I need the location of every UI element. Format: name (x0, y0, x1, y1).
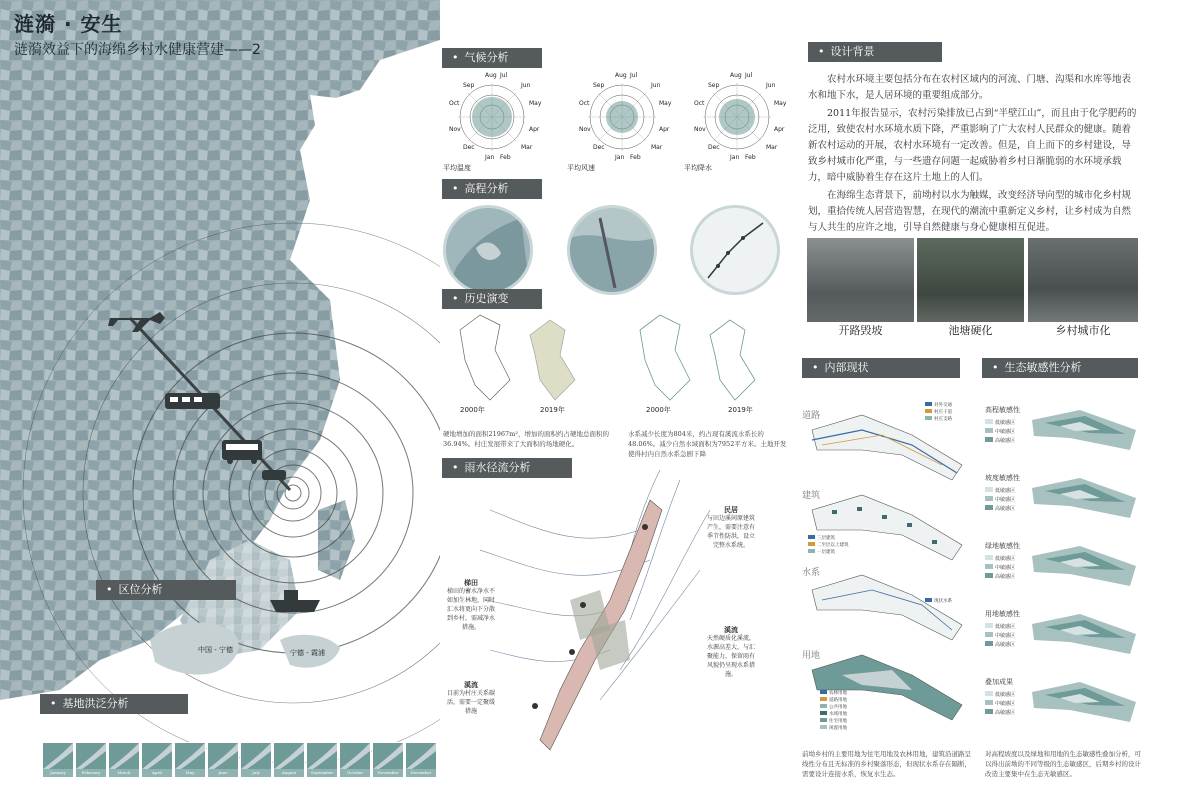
eco-legend-text: 低敏感区 (995, 624, 1016, 630)
eco-label-1: 高程敏感性 (985, 406, 1020, 414)
legend-swatch (985, 709, 993, 714)
radar-month-label: Jun (766, 82, 776, 89)
eco-caption: 对高程坡度以及绿地和用地的生态敏感性叠加分析，可以得出前坳的不同等级的生态敏感区，后期乡村的设计改造主要集中在生态无敏感区。 (985, 749, 1141, 778)
flood-month-map (175, 743, 205, 769)
legend-swatch (925, 598, 932, 602)
internal-legend-item (820, 718, 847, 724)
internal-legend-text: 三层建筑 (817, 536, 835, 541)
flood-month-label: December (406, 769, 436, 777)
eco-legend-item (985, 632, 1015, 639)
legend-swatch (985, 564, 993, 569)
flood-month-label: November (373, 769, 403, 777)
flood-month-map (274, 743, 304, 769)
section-location: • 区位分析 (96, 580, 236, 600)
eco-map-1 (1030, 408, 1138, 460)
climate-chart-rain (684, 70, 787, 172)
runoff-ann-3-text: 天然硬质化溪流，水源高差大，与汇聚能力，保留雨有风貌仍呈现水系措施。 (706, 635, 755, 678)
eco-legend-text: 中敏感区 (995, 565, 1016, 571)
section-eco: • 生态敏感性分析 (982, 358, 1138, 378)
internal-legend-item (820, 704, 847, 710)
location-map (0, 0, 440, 800)
runoff-ann-1-title: 民居 (724, 505, 738, 514)
runoff-ann-2-title: 梯田 (464, 578, 478, 587)
section-elevation: • 高程分析 (442, 179, 542, 199)
flood-month-label: January (43, 769, 73, 777)
flood-month-4 (141, 742, 173, 778)
eco-legend-item (985, 691, 1015, 698)
legend-swatch (820, 725, 827, 729)
eco-legend-text: 低敏感区 (995, 420, 1016, 426)
climate-caption-rain: 平均降水 (684, 164, 712, 172)
radar-month-label: Dec (593, 144, 605, 151)
runoff-ann-3 (706, 625, 756, 679)
legend-swatch (808, 535, 815, 539)
background-p3: 在海绵生态背景下，前坳村以水为触媒，改变经济导向型的城市化乡村规划，重拾传统人居营造智慧，在现代的潮流中重新定义乡村，让乡村成为自然与人共生的应许之地，引导自然健康与身心健康相互促进。 (808, 190, 1132, 233)
flood-month-map (241, 743, 271, 769)
internal-row-land: 用地 (802, 651, 821, 661)
runoff-svg (480, 470, 720, 770)
legend-swatch (820, 718, 827, 722)
flood-month-5 (174, 742, 206, 778)
legend-swatch (820, 711, 827, 715)
elevation-svg-3 (693, 208, 777, 292)
internal-legend-text: 村庄支路 (934, 417, 952, 422)
internal-legend-text: 道路用地 (829, 698, 847, 703)
eco-legend-item (985, 564, 1015, 571)
legend-swatch (985, 505, 993, 510)
flood-month-6 (207, 742, 239, 778)
flood-month-label: September (307, 769, 337, 777)
photo-road (807, 238, 914, 340)
elevation-svg-1 (446, 208, 530, 292)
internal-row-build: 建筑 (802, 491, 821, 501)
internal-legend-item (925, 409, 952, 415)
flood-month-7 (240, 742, 272, 778)
radar-month-label: Aug (730, 72, 742, 79)
eco-label-4: 用地敏感性 (985, 610, 1020, 618)
legend-swatch (985, 641, 993, 646)
eco-map-svg (1030, 680, 1138, 732)
runoff-ann-4-title: 溪流 (464, 680, 478, 689)
eco-map-svg (1030, 408, 1138, 460)
legend-swatch (985, 428, 993, 433)
internal-legend-text: 农林用地 (829, 691, 847, 696)
eco-legend-text: 中敏感区 (995, 429, 1016, 435)
climate-chart-wind (567, 70, 672, 172)
radar-month-label: Aug (485, 72, 497, 79)
eco-legend-text: 低敏感区 (995, 556, 1016, 562)
radar-month-label: Jun (521, 82, 531, 89)
eco-legend-item (985, 487, 1015, 494)
flood-month-9 (306, 742, 338, 778)
runoff-diagram (480, 470, 720, 770)
internal-legend-text: 二至层以上建筑 (817, 543, 849, 548)
history-svg (450, 310, 790, 410)
radar-month-label: Jul (500, 72, 508, 79)
flood-month-label: April (142, 769, 172, 777)
flood-month-map (406, 743, 436, 769)
eco-legend-text: 中敏感区 (995, 701, 1016, 707)
runoff-ann-1-text: 与田边溪间原建筑产生，需要注意有季节性防洪，设立完整水系统。 (706, 515, 755, 549)
internal-legend-item (820, 690, 847, 696)
flood-month-map (142, 743, 172, 769)
photo-urban (1028, 238, 1138, 340)
flood-month-map (76, 743, 106, 769)
eco-legend-text: 高敏感区 (995, 642, 1016, 648)
eco-legend-text: 高敏感区 (995, 438, 1016, 444)
eco-map-3 (1030, 544, 1138, 596)
internal-legend-item (820, 711, 847, 717)
runoff-ann-4 (446, 680, 496, 716)
eco-map-2 (1030, 476, 1138, 528)
internal-caption: 前坳乡村的主要用地为住宅用地及农林用地，建筑沿道路呈线性分布且无标准的乡村聚落形态，但现状水系存在隔断，需要设计连接水系，恢复水生态。 (802, 749, 971, 778)
section-runoff: • 雨水径流分析 (442, 458, 572, 478)
legend-swatch (820, 704, 827, 708)
flood-month-map (373, 743, 403, 769)
internal-row-water: 水系 (802, 568, 821, 578)
internal-legend-item (808, 535, 835, 541)
car-icon (262, 470, 286, 480)
elevation-map-1 (443, 205, 533, 295)
location-label-2: 宁德 - 霞浦 (290, 649, 325, 657)
history-year-2: 2019年 (540, 406, 565, 414)
radar-month-label: Dec (463, 144, 475, 151)
radar-month-label: Nov (694, 126, 706, 133)
radar-month-label: Sep (708, 82, 720, 89)
eco-label-5: 叠加成果 (985, 678, 1013, 686)
section-climate: • 气候分析 (442, 48, 542, 68)
radar-month-label: Jan (615, 154, 625, 161)
radar-month-label: Jan (485, 154, 495, 161)
climate-caption-temp: 平均温度 (443, 164, 471, 172)
climate-caption-wind: 平均风速 (567, 164, 595, 172)
section-internal: • 内部现状 (802, 358, 960, 378)
legend-swatch (925, 416, 932, 420)
eco-legend-item (985, 437, 1015, 444)
radar-month-label: Sep (463, 82, 475, 89)
flood-month-label: October (340, 769, 370, 777)
eco-legend-item (985, 623, 1015, 630)
eco-legend-text: 高敏感区 (995, 574, 1016, 580)
radar-month-label: Nov (449, 126, 461, 133)
flood-month-11 (372, 742, 404, 778)
legend-swatch (985, 700, 993, 705)
legend-swatch (985, 437, 993, 442)
flood-month-8 (273, 742, 305, 778)
internal-legend-item (808, 549, 835, 555)
eco-legend-item (985, 700, 1015, 707)
runoff-ann-2-text: 梯田的蓄水净水不如加生林地，同时汇水将更向下分散到乡村，需减净水措施。 (446, 588, 495, 631)
eco-label-2: 坡度敏感性 (985, 474, 1020, 482)
eco-legend-text: 中敏感区 (995, 497, 1016, 503)
legend-swatch (808, 549, 815, 553)
flood-month-map (43, 743, 73, 769)
flood-month-3 (108, 742, 140, 778)
legend-swatch (985, 419, 993, 424)
radar-month-label: Nov (579, 126, 591, 133)
radar-month-label: Oct (449, 100, 460, 107)
legend-swatch (985, 623, 993, 628)
internal-legend-item (820, 697, 847, 703)
train-icon (165, 393, 220, 409)
legend-swatch (985, 555, 993, 560)
eco-legend-item (985, 573, 1015, 580)
internal-legend-item (820, 725, 847, 731)
radar-month-label: Jun (651, 82, 661, 89)
internal-legend-text: 村庄干道 (934, 410, 952, 415)
photo-road-label: 开路毁坡 (807, 322, 914, 340)
radar-month-label: Mar (651, 144, 663, 151)
legend-swatch (808, 542, 815, 546)
legend-swatch (925, 409, 932, 413)
internal-legend-text: 公共用地 (829, 705, 847, 710)
sub-title: 涟漪效益下的海绵乡村水健康营建——2 (14, 42, 261, 58)
runoff-ann-3-title: 溪流 (724, 625, 738, 634)
history-year-4: 2019年 (728, 406, 753, 414)
background-p1: 农村水环境主要包括分布在农村区域内的河流、门塘、沟渠和水库等地表水和地下水，是人居环境的重要组成部分。 (808, 74, 1132, 101)
flood-month-label: June (208, 769, 238, 777)
eco-legend-item (985, 496, 1015, 503)
radar-month-label: Aug (615, 72, 627, 79)
poster-title (14, 8, 261, 59)
flood-month-2 (75, 742, 107, 778)
flood-month-label: March (109, 769, 139, 777)
eco-map-svg (1030, 544, 1138, 596)
elevation-map-2 (567, 205, 657, 295)
main-title: 涟漪 · 安生 (14, 12, 123, 36)
history-year-1: 2000年 (460, 406, 485, 414)
photo-pond (917, 238, 1024, 340)
flood-month-map (109, 743, 139, 769)
legend-swatch (985, 573, 993, 578)
flood-month-label: May (175, 769, 205, 777)
eco-map-4 (1030, 612, 1138, 664)
eco-legend-item (985, 641, 1015, 648)
internal-legend-text: 一层建筑 (817, 550, 835, 555)
elevation-map-3 (690, 205, 780, 295)
internal-legend-text: 闲置用地 (829, 726, 847, 731)
eco-legend-text: 低敏感区 (995, 488, 1016, 494)
radar-month-label: Feb (630, 154, 641, 161)
runoff-ann-1 (706, 505, 756, 550)
internal-maps (802, 395, 972, 740)
internal-legend-text: 现状水系 (934, 599, 952, 604)
elevation-svg-2 (570, 208, 654, 292)
history-maps (450, 310, 790, 410)
eco-map-5 (1030, 680, 1138, 732)
internal-legend-item (808, 542, 849, 548)
radar-month-label: Jul (745, 72, 753, 79)
radar-month-label: Mar (521, 144, 533, 151)
radar-month-label: Feb (500, 154, 511, 161)
section-flood: • 基地洪泛分析 (40, 694, 188, 714)
background-p2: 2011年报告显示，农村污染排放已占到“半壁江山”，而且由于化学肥药的泛用，致使农村水环境水质下降，严重影响了广大农村人民群众的健康。随着新农村运动的开展，农村水环境有一定改善。但是，自上而下的乡村建设，导致乡村城市化严重，与一些遗存问题一起威胁着乡村日渐脆弱的水环境承载力，暗中威胁着生存在这片土地上的人们。 (808, 108, 1137, 183)
radar-month-label: May (529, 100, 542, 107)
radar-month-label: Apr (659, 126, 670, 133)
legend-swatch (925, 402, 932, 406)
eco-legend-item (985, 419, 1015, 426)
flood-month-map (340, 743, 370, 769)
internal-legend-item (925, 416, 952, 422)
internal-legend-item (925, 402, 952, 408)
eco-label-3: 绿地敏感性 (985, 542, 1020, 550)
runoff-ann-4-text: 目前为村庄关系碳活，需要一定聚缓措施 (446, 690, 495, 715)
photo-pond-label: 池塘硬化 (917, 322, 1024, 340)
eco-legend-text: 低敏感区 (995, 692, 1016, 698)
eco-legend-text: 高敏感区 (995, 506, 1016, 512)
legend-swatch (985, 632, 993, 637)
eco-map-svg (1030, 612, 1138, 664)
legend-swatch (985, 487, 993, 492)
runoff-ann-2 (446, 578, 496, 632)
flood-month-12 (405, 742, 437, 778)
climate-chart-temp (445, 70, 540, 170)
history-text-right: 水系减少长度为804米，约占现有溪流水系长的48.06%。减少自然水域面积为7952平方米。土地开发使得村内自然水系急剧下降 (628, 429, 787, 458)
radar-month-label: Dec (708, 144, 720, 151)
eco-map-svg (1030, 476, 1138, 528)
internal-legend-text: 水域用地 (829, 712, 847, 717)
internal-row-road: 道路 (802, 411, 821, 421)
history-year-3: 2000年 (646, 406, 671, 414)
eco-legend-text: 中敏感区 (995, 633, 1016, 639)
internal-legend-text: 对外交通 (934, 403, 952, 408)
radar-month-label: Jan (730, 154, 740, 161)
eco-legend-item (985, 505, 1015, 512)
eco-legend-text: 高敏感区 (995, 710, 1016, 716)
flood-month-label: August (274, 769, 304, 777)
flood-month-map (208, 743, 238, 769)
radar-month-label: Jul (630, 72, 638, 79)
flood-month-1 (42, 742, 74, 778)
radar-month-label: Apr (774, 126, 785, 133)
radar-month-label: Sep (593, 82, 605, 89)
legend-swatch (820, 690, 827, 694)
history-text-left: 硬地增加的面积21967m²，增加的面积约占硬地总面积的36.94%。村庄发展带来了大面积的场地硬化。 (443, 429, 609, 448)
flood-month-label: July (241, 769, 271, 777)
location-label-1: 中国 - 宁德 (198, 646, 233, 654)
legend-swatch (985, 496, 993, 501)
eco-legend-item (985, 428, 1015, 435)
radar-month-label: Apr (529, 126, 540, 133)
radar-month-label: May (659, 100, 672, 107)
radar-month-label: Oct (579, 100, 590, 107)
radar-month-label: May (774, 100, 787, 107)
radar-month-label: Oct (694, 100, 705, 107)
internal-svg (802, 395, 972, 740)
eco-legend-item (985, 709, 1015, 716)
flood-month-label: February (76, 769, 106, 777)
radar-month-label: Mar (766, 144, 778, 151)
legend-swatch (985, 691, 993, 696)
section-background: • 设计背景 (808, 42, 942, 62)
radar-month-label: Feb (745, 154, 756, 161)
internal-legend-item (925, 598, 952, 604)
section-history: • 历史演变 (442, 289, 542, 309)
eco-legend-item (985, 555, 1015, 562)
legend-swatch (820, 697, 827, 701)
photo-urban-label: 乡村城市化 (1028, 322, 1138, 340)
flood-month-map (307, 743, 337, 769)
internal-legend-text: 住宅用地 (829, 719, 847, 724)
flood-month-10 (339, 742, 371, 778)
